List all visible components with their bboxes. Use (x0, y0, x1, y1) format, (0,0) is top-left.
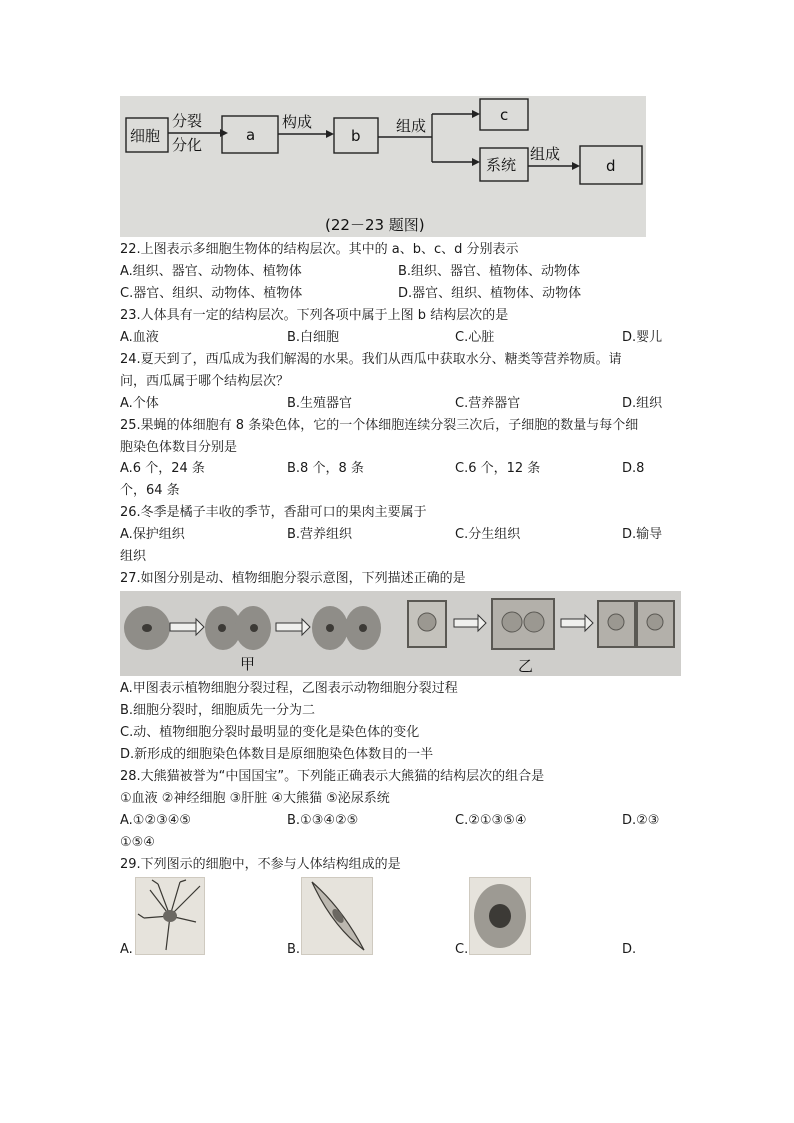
q29-option-a[interactable]: A. (120, 942, 133, 957)
q28-option-a[interactable]: A.①②③④⑤ (120, 813, 192, 828)
q26-stem: 26.冬季是橘子丰收的季节，香甜可口的果肉主要属于 (120, 505, 427, 520)
form-label: 构成 (282, 113, 313, 131)
q28-stem: 28.大熊猫被誉为“中国国宝”。下列能正确表示大熊猫的结构层次的组合是 (120, 769, 545, 784)
q23-option-a[interactable]: A.血液 (120, 330, 159, 345)
q24-option-c[interactable]: C.营养器官 (455, 396, 521, 411)
label-jia: 甲 (240, 655, 256, 673)
q27-option-a[interactable]: A.甲图表示植物细胞分裂过程，乙图表示动物细胞分裂过程 (120, 681, 458, 696)
cell-label: 细胞 (130, 127, 161, 145)
q28-option-c[interactable]: C.②①③⑤④ (455, 813, 527, 828)
arrow-icon (572, 162, 580, 170)
arrow-icon (472, 158, 480, 166)
q23-option-d[interactable]: D.婴儿 (622, 330, 663, 345)
q25-option-d-cont[interactable]: 个，64 条 (120, 483, 180, 498)
q25-option-d[interactable]: D.8 (622, 461, 645, 476)
q25-option-c[interactable]: C.6 个，12 条 (455, 461, 541, 476)
a-label: a (246, 126, 256, 144)
structure-level-svg (120, 96, 646, 237)
q26-option-d-cont[interactable]: 组织 (120, 549, 147, 564)
q27-option-d[interactable]: D.新形成的细胞染色体数目是原细胞染色体数目的一半 (120, 747, 434, 762)
q25-stem-line1: 25.果蝇的体细胞有 8 条染色体，它的一个体细胞连续分裂三次后，子细胞的数量与每个细 (120, 418, 639, 433)
arrow-icon (326, 130, 334, 138)
q26-option-c[interactable]: C.分生组织 (455, 527, 521, 542)
q24-option-a[interactable]: A.个体 (120, 396, 159, 411)
q27-stem: 27.如图分别是动、植物细胞分裂示意图，下列描述正确的是 (120, 571, 466, 586)
neuron-image (135, 877, 205, 955)
divide-label: 分裂 (172, 112, 203, 130)
q24-stem-line1: 24.夏天到了，西瓜成为我们解渴的水果。我们从西瓜中获取水分、糖类等营养物质。请 (120, 352, 622, 367)
q22-option-a[interactable]: A.组织、器官、动物体、植物体 (120, 264, 302, 279)
q27-option-b[interactable]: B.细胞分裂时，细胞质先一分为二 (120, 703, 316, 718)
muscle-cell-image (301, 877, 373, 955)
compose1-label: 组成 (396, 117, 427, 135)
q23-option-c[interactable]: C.心脏 (455, 330, 495, 345)
q23-stem: 23.人体具有一定的结构层次。下列各项中属于上图 b 结构层次的是 (120, 308, 509, 323)
arrow-icon (472, 110, 480, 118)
q22-option-c[interactable]: C.器官、组织、动物体、植物体 (120, 286, 303, 301)
q26-option-a[interactable]: A.保护组织 (120, 527, 185, 542)
q27-option-c[interactable]: C.动、植物细胞分裂时最明显的变化是染色体的变化 (120, 725, 420, 740)
q25-option-a[interactable]: A.6 个，24 条 (120, 461, 205, 476)
structure-level-diagram (120, 96, 646, 237)
cell-division-svg (120, 591, 681, 676)
q28-option-d[interactable]: D.②③ (622, 813, 660, 828)
q29-option-b[interactable]: B. (287, 942, 301, 957)
q28-option-b[interactable]: B.①③④②⑤ (287, 813, 359, 828)
q26-option-b[interactable]: B.营养组织 (287, 527, 353, 542)
q26-option-d[interactable]: D.输导 (622, 527, 663, 542)
plant-cells-divided (598, 601, 674, 647)
diagram-caption: (22－23 题图) (325, 216, 425, 234)
plant-cell-dividing (492, 599, 554, 649)
arrow-icon (170, 619, 204, 635)
c-label: c (500, 106, 509, 124)
q29-stem: 29.下列图示的细胞中，不参与人体结构组成的是 (120, 857, 401, 872)
q25-stem-line2: 胞染色体数目分别是 (120, 440, 238, 455)
arrow-icon (561, 615, 593, 631)
q29-option-d[interactable]: D. (622, 942, 637, 957)
q25-option-b[interactable]: B.8 个，8 条 (287, 461, 364, 476)
q28-items: ①血液 ②神经细胞 ③肝脏 ④大熊猫 ⑤泌尿系统 (120, 791, 390, 806)
plant-cell-single (408, 601, 446, 647)
compose2-label: 组成 (530, 145, 561, 163)
arrow-icon (220, 129, 228, 137)
q23-option-b[interactable]: B.白细胞 (287, 330, 340, 345)
animal-cell-single (124, 606, 170, 650)
arrow-icon (276, 619, 310, 635)
q22-option-d[interactable]: D.器官、组织、植物体、动物体 (398, 286, 582, 301)
q24-option-d[interactable]: D.组织 (622, 396, 663, 411)
q24-option-b[interactable]: B.生殖器官 (287, 396, 353, 411)
q22-option-b[interactable]: B.组织、器官、植物体、动物体 (398, 264, 581, 279)
cell-division-figure (120, 591, 681, 676)
q22-stem: 22.上图表示多细胞生物体的结构层次。其中的 a、b、c、d 分别表示 (120, 242, 519, 257)
animal-cells-divided (312, 606, 381, 650)
q28-option-d-cont[interactable]: ①⑤④ (120, 835, 155, 850)
label-yi: 乙 (518, 657, 534, 675)
d-label: d (606, 157, 616, 175)
q29-option-c[interactable]: C. (455, 942, 469, 957)
q24-stem-line2: 问，西瓜属于哪个结构层次？ (120, 374, 290, 389)
round-cell-image (469, 877, 531, 955)
arrow-icon (454, 615, 486, 631)
differentiate-label: 分化 (172, 136, 203, 154)
b-label: b (351, 127, 361, 145)
system-label: 系统 (486, 156, 517, 174)
animal-cell-dividing (205, 606, 271, 650)
